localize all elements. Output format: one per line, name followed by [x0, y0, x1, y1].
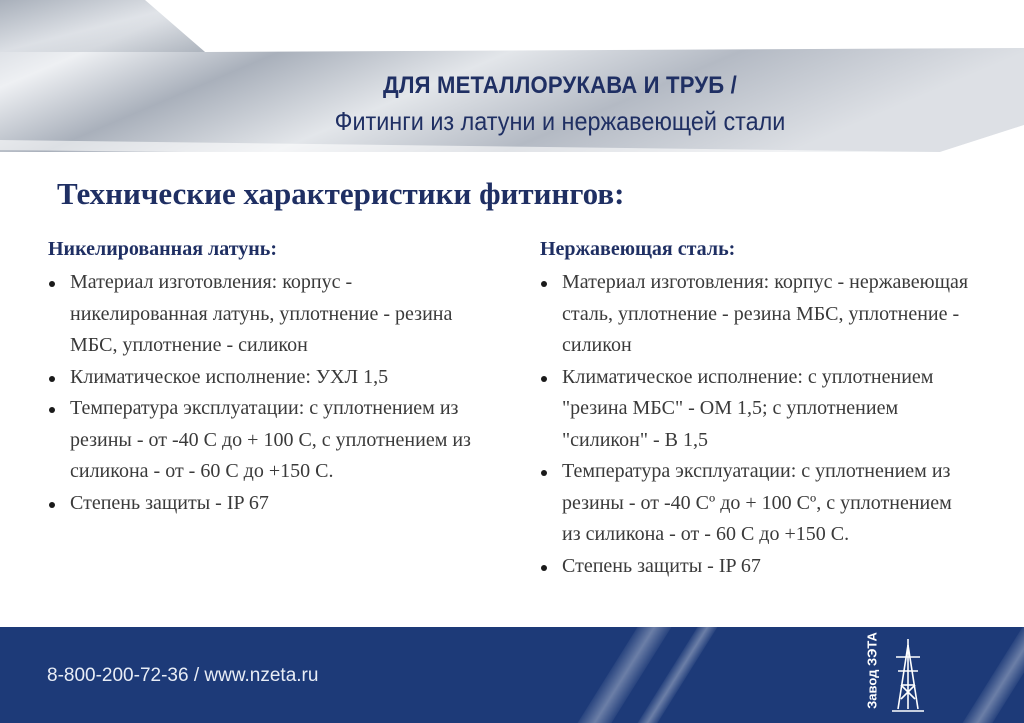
list-item: Степень защиты - IP 67: [540, 551, 970, 583]
list-item: Материал изготовления: корпус - никелированная латунь, уплотнение - резина МБС, уплотнение - силикон: [48, 267, 478, 362]
spec-list: [48, 267, 478, 519]
spec-list: [540, 267, 970, 582]
footer-bar: [0, 627, 1024, 723]
logo-text: Завод ЗЭТА: [864, 632, 880, 709]
column-heading: Нержавеющая сталь:: [540, 238, 736, 260]
pylon-icon: [888, 635, 928, 715]
list-item: Климатическое исполнение: УХЛ 1,5: [48, 362, 478, 394]
list-item: Степень защиты - IP 67: [48, 488, 478, 520]
left-column: [48, 238, 478, 519]
decorative-stripe: [935, 627, 1024, 723]
column-heading: Никелированная латунь:: [48, 238, 278, 260]
header-title: ДЛЯ МЕТАЛЛОРУКАВА И ТРУБ /: [383, 72, 737, 99]
right-column: [540, 238, 970, 582]
header-subtitle: Фитинги из латуни и нержавеющей стали: [334, 106, 786, 136]
company-logo: [852, 633, 932, 721]
list-item: Температура эксплуатации: с уплотнением из резины - от -40 С до + 100 С, с уплотнением из силикона - от - 60 С до +150 С.: [48, 393, 478, 488]
page-title: Технические характеристики фитингов:: [57, 176, 625, 211]
list-item: Климатическое исполнение: с уплотнением "резина МБС" - ОМ 1,5; с уплотнением "силикон" - В 1,5: [540, 362, 970, 457]
list-item: Материал изготовления: корпус - нержавеющая сталь, уплотнение - резина МБС, уплотнение - силикон: [540, 267, 970, 362]
contact-info: 8-800-200-72-36 / www.nzeta.ru: [47, 665, 319, 686]
list-item: Температура эксплуатации: с уплотнением из резины - от -40 Сº до + 100 Сº, с уплотнением из силикона - от - 60 С до +150 С.: [540, 456, 970, 551]
